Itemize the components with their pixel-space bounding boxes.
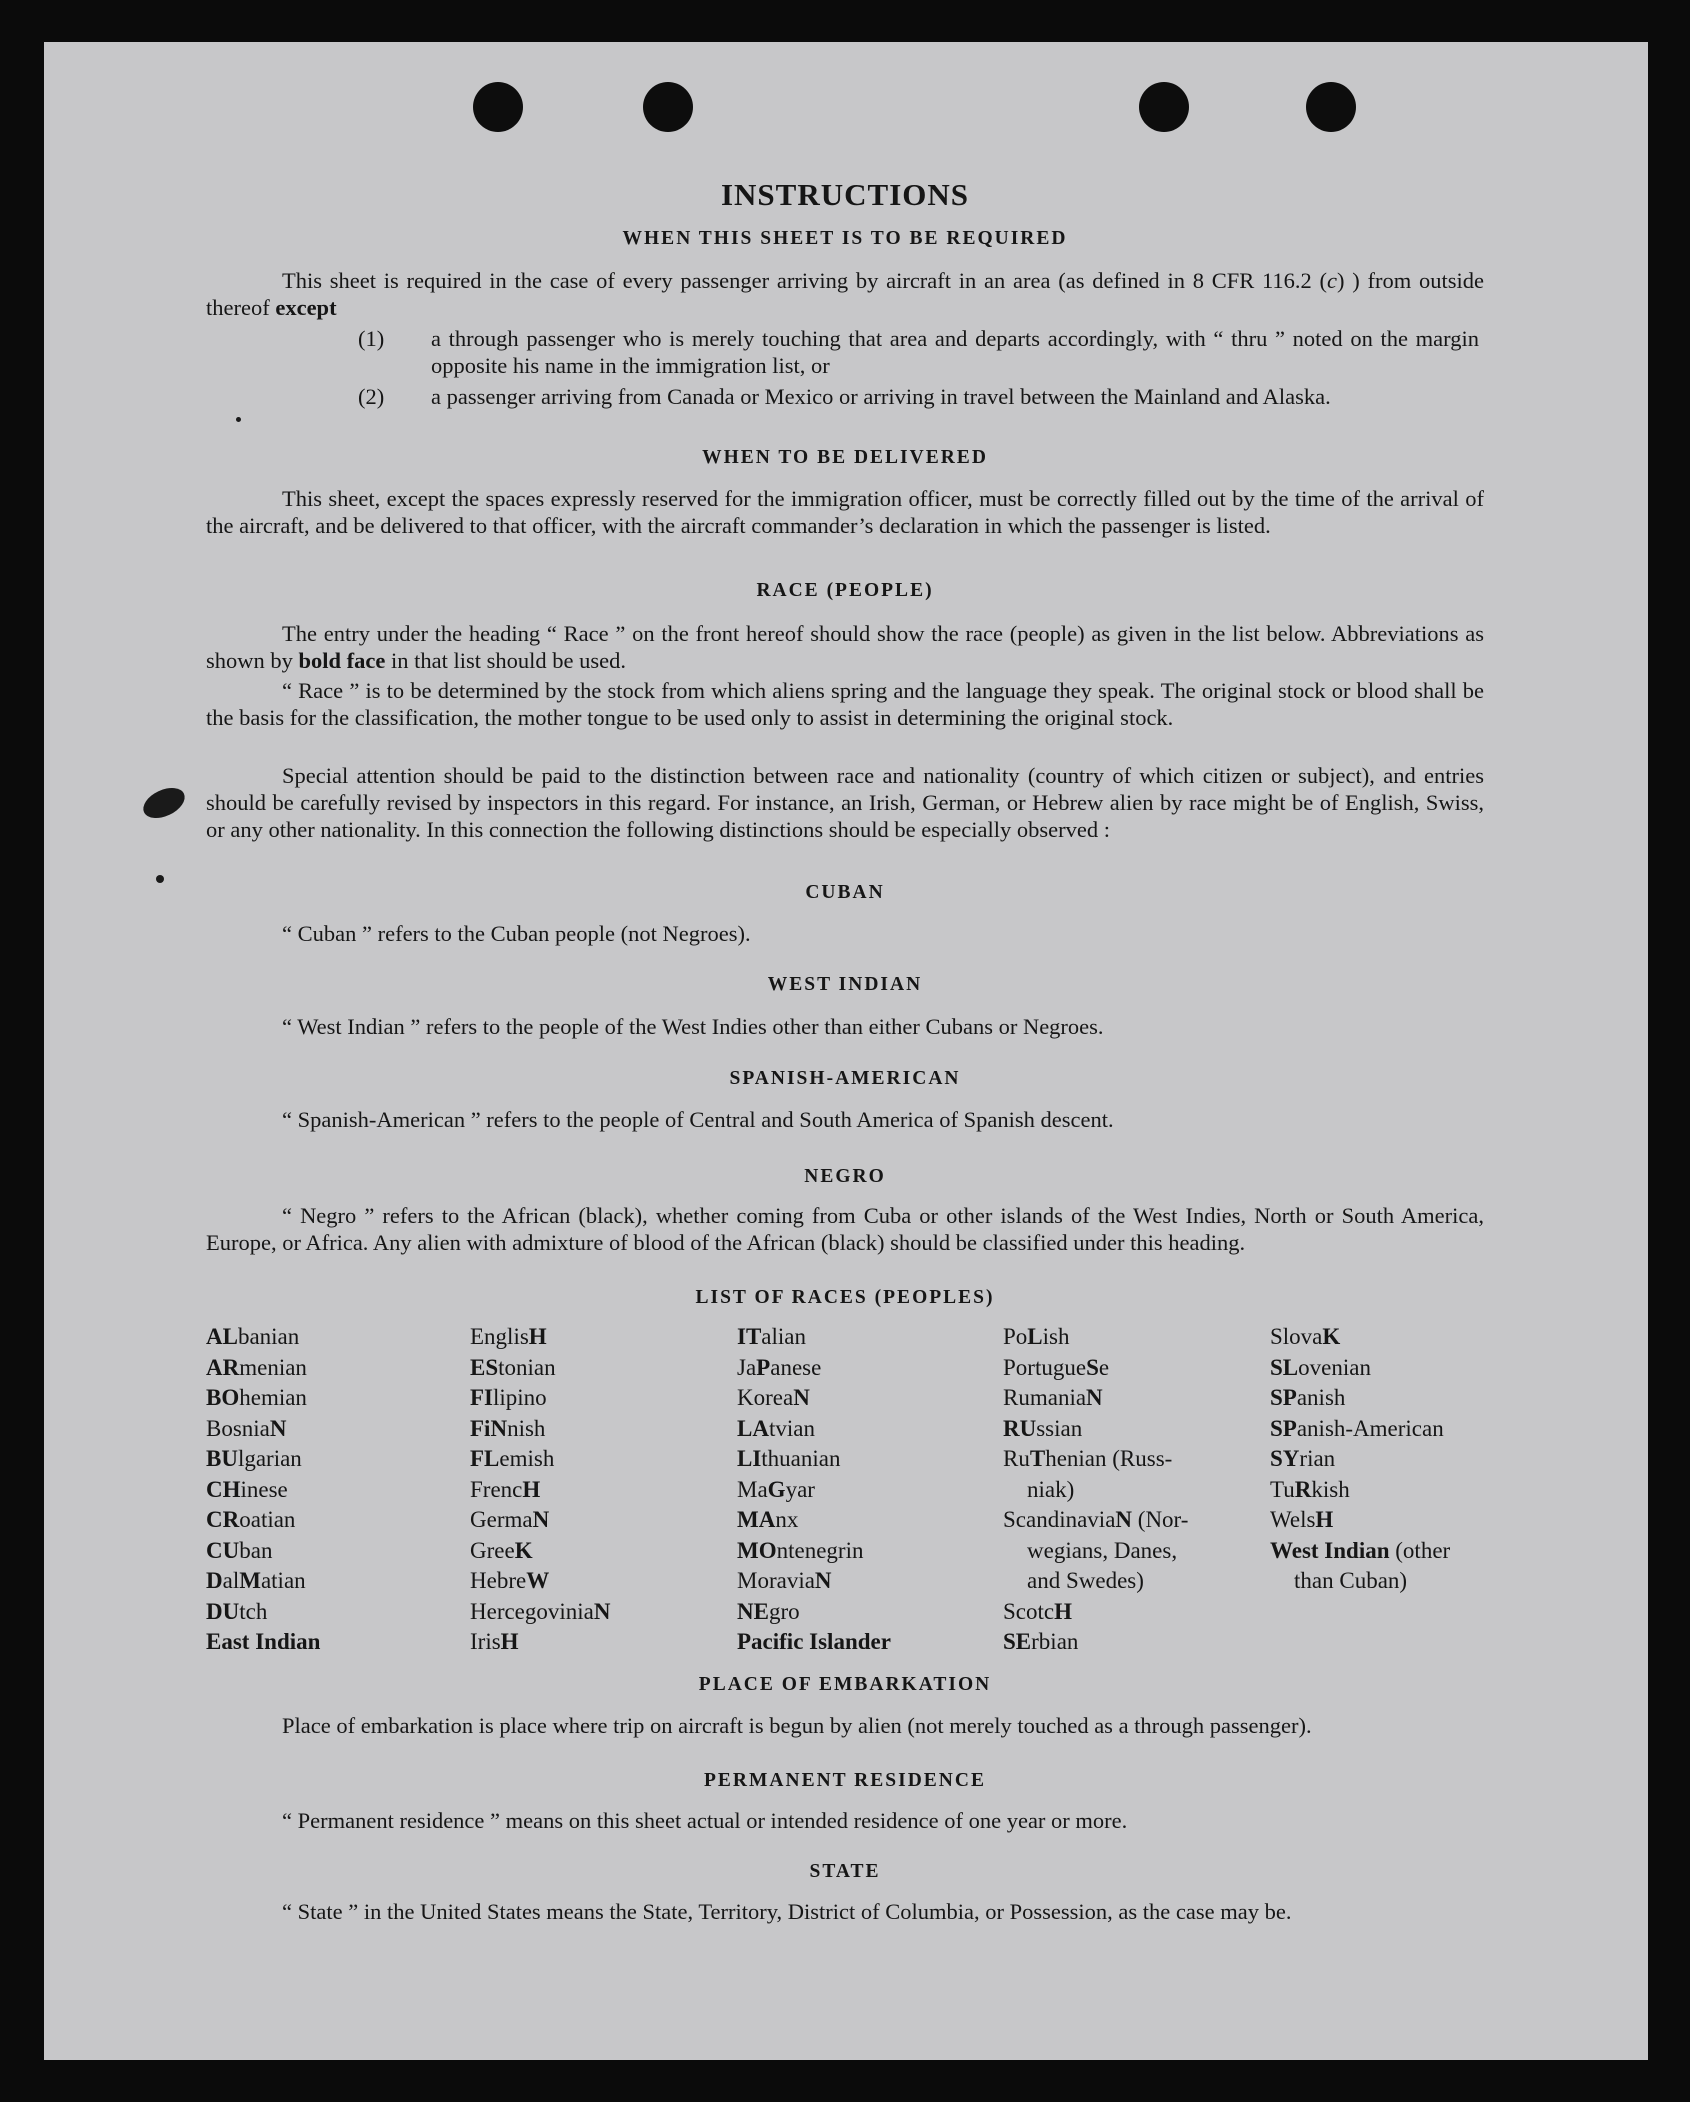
heading-cuban: CUBAN [805, 882, 885, 903]
race-entry: niak) [1027, 1476, 1075, 1502]
race-entry: JaPanese [737, 1354, 822, 1380]
race-entry: PoLish [1003, 1324, 1070, 1349]
race-entry: NEgro [737, 1598, 800, 1624]
race-entry: TuRkish [1270, 1476, 1350, 1502]
race-entry: SYrian [1270, 1446, 1336, 1471]
race-entry: RumaniaN [1003, 1385, 1103, 1410]
race-entry: WelsH [1270, 1507, 1334, 1532]
race-entry: MAnx [737, 1507, 799, 1532]
heading-list-of-races: LIST OF RACES (PEOPLES) [695, 1287, 995, 1308]
paragraph-cuban: “ Cuban ” refers to the Cuban people (not Negroes). [282, 921, 751, 946]
race-column [1270, 1322, 1450, 1597]
race-entry: IrisH [470, 1629, 519, 1654]
heading-west-indian: WEST INDIAN [767, 974, 923, 995]
race-column [470, 1322, 611, 1658]
race-entry: Pacific Islander [737, 1629, 891, 1654]
race-entry: ALbanian [206, 1324, 300, 1349]
heading-race: RACE (PEOPLE) [756, 580, 934, 601]
race-entry: SPanish [1270, 1385, 1346, 1410]
heading-state: STATE [809, 1861, 881, 1882]
race-entry: LIthuanian [737, 1446, 841, 1471]
race-entry: ScotcH [1003, 1598, 1072, 1624]
race-column [737, 1322, 891, 1658]
race-entry: EnglisH [470, 1324, 547, 1349]
heading-when-required: WHEN THIS SHEET IS TO BE REQUIRED [622, 228, 1068, 249]
paragraph-spanish-american: “ Spanish-American ” refers to the people of Central and South America of Spanish descent. [282, 1107, 1114, 1132]
race-entry: FLemish [470, 1446, 555, 1471]
paragraph-state: “ State ” in the United States means the State, Territory, District of Columbia, or Possession, as the case may be. [282, 1899, 1292, 1924]
punch-hole-icon [643, 82, 693, 132]
race-column [206, 1322, 320, 1658]
paragraph-permanent-residence: “ Permanent residence ” means on this sheet actual or intended residence of one year or more. [282, 1808, 1128, 1833]
race-entry: PortugueSe [1003, 1354, 1110, 1380]
paragraph-delivered: This sheet, except the spaces expressly reserved for the immigration officer, must be correctly filled out by the time of the arrival of the aircraft, and be delivered to that officer, with the aircraft commander’s declaration in which the passenger is listed. [206, 486, 1484, 538]
heading-spanish-american: SPANISH-AMERICAN [729, 1068, 961, 1089]
race-entry: SPanish-American [1270, 1415, 1444, 1441]
paragraph-race-1: The entry under the heading “ Race ” on the front hereof should show the race (people) as given in the list below. Abbreviations as shown by bold face in that list should be used. [206, 621, 1484, 673]
paragraph-race-2: “ Race ” is to be determined by the stock from which aliens spring and the language they speak. The original stock or blood shall be the basis for the classification, the mother tongue to be used only to assist in determining the original stock. [206, 678, 1484, 730]
race-entry: MoraviaN [737, 1568, 832, 1593]
race-entry: ScandinaviaN (Nor- [1003, 1507, 1189, 1532]
heading-when-delivered: WHEN TO BE DELIVERED [702, 447, 988, 468]
race-entry: FIlipino [470, 1385, 547, 1410]
race-entry: CRoatian [206, 1507, 296, 1532]
race-entry: EStonian [470, 1354, 556, 1380]
race-entry: MOntenegrin [737, 1537, 864, 1563]
paragraph-required-intro: This sheet is required in the case of every passenger arriving by aircraft in an area (as defined in 8 CFR 116.2 (c) ) from outside thereof except [206, 268, 1484, 320]
race-entry: MaGyar [737, 1476, 815, 1502]
page-title: INSTRUCTIONS [720, 177, 969, 212]
race-entry: wegians, Danes, [1027, 1537, 1178, 1563]
race-entry: FrencH [470, 1476, 541, 1502]
race-entry: GermaN [470, 1507, 550, 1532]
punch-hole-icon [1306, 82, 1356, 132]
race-entry: ARmenian [206, 1354, 307, 1380]
paragraph-race-3: Special attention should be paid to the distinction between race and nationality (country of which citizen or subject), and entries should be carefully revised by inspectors in this regard. For instance, an Irish, German, or Hebrew alien by race might be of English, Swiss, or any other nationality. In this connection the following distinctions should be especially observed : [206, 763, 1484, 842]
heading-permanent-residence: PERMANENT RESIDENCE [704, 1770, 986, 1791]
race-entry: East Indian [206, 1629, 321, 1654]
race-column [1003, 1322, 1188, 1658]
paragraph-embarkation: Place of embarkation is place where trip on aircraft is begun by alien (not merely touched as a through passenger). [282, 1713, 1312, 1738]
race-entry: RUssian [1003, 1415, 1083, 1441]
heading-embarkation: PLACE OF EMBARKATION [698, 1674, 992, 1695]
race-entry: and Swedes) [1027, 1568, 1144, 1593]
race-entry: ITalian [737, 1324, 806, 1349]
race-entry: RuThenian (Russ- [1003, 1446, 1173, 1471]
race-entry: BUlgarian [206, 1446, 302, 1471]
race-entry: CUban [206, 1537, 273, 1563]
race-entry: HercegoviniaN [470, 1598, 611, 1624]
race-entry: West Indian (other [1270, 1537, 1451, 1563]
ink-speck-icon [236, 417, 241, 422]
punch-hole-icon [473, 82, 523, 132]
race-entry: SLovenian [1270, 1354, 1371, 1380]
heading-negro: NEGRO [804, 1166, 886, 1187]
paragraph-west-indian: “ West Indian ” refers to the people of the West Indies other than either Cubans or Negroes. [282, 1014, 1104, 1039]
race-entry: GreeK [470, 1537, 533, 1563]
race-entry: LAtvian [737, 1415, 815, 1441]
race-entry: SErbian [1003, 1629, 1079, 1654]
race-entry: CHinese [206, 1476, 288, 1502]
race-entry: HebreW [470, 1568, 550, 1593]
punch-hole-icon [1139, 82, 1189, 132]
race-entry: DUtch [206, 1598, 268, 1624]
race-entry: than Cuban) [1294, 1568, 1408, 1593]
race-entry: SlovaK [1270, 1324, 1341, 1349]
race-entry: DalMatian [206, 1568, 306, 1593]
race-entry: FiNnish [470, 1415, 546, 1441]
race-entry: BOhemian [206, 1385, 307, 1410]
race-entry: KoreaN [737, 1385, 810, 1410]
paragraph-negro: “ Negro ” refers to the African (black), whether coming from Cuba or other islands of the West Indies, North or South America, Europe, or Africa. Any alien with admixture of blood of the African (black) should be classified under this heading. [206, 1203, 1484, 1255]
race-entry: BosniaN [206, 1415, 287, 1441]
